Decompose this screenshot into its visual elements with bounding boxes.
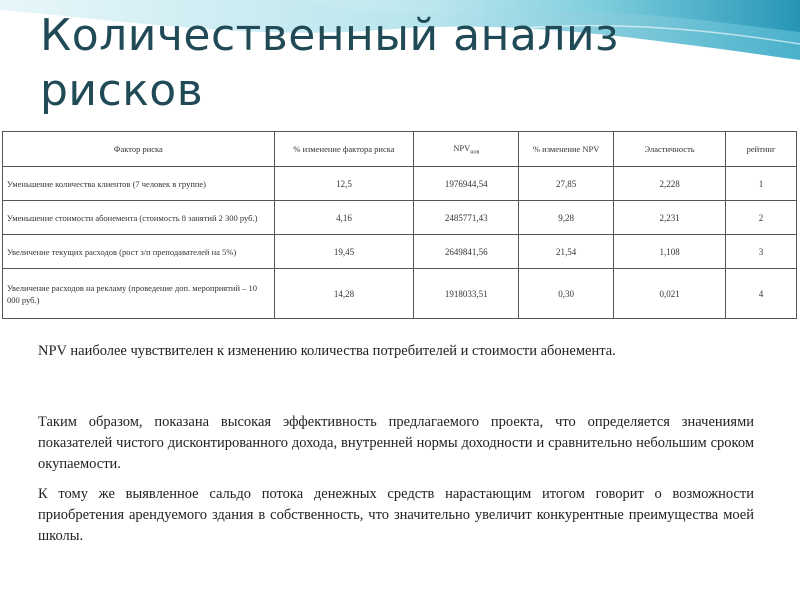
header-factor: Фактор риска xyxy=(3,132,275,167)
cell-rating: 3 xyxy=(726,235,797,269)
header-npv-subscript: нов xyxy=(470,149,480,156)
header-elasticity: Эластичность xyxy=(614,132,726,167)
cell-change: 12,5 xyxy=(274,167,414,201)
cell-factor: Увеличение расходов на рекламу (проведение доп. мероприятий – 10 000 руб.) xyxy=(3,269,275,319)
cell-elasticity: 0,021 xyxy=(614,269,726,319)
cell-npv: 1918033,51 xyxy=(414,269,519,319)
header-npv-label: NPV xyxy=(453,142,471,153)
header-rating: рейтинг xyxy=(726,132,797,167)
paragraph-text: NPV наиболее чувствителен к изменению количества потребителей и стоимости абонемента. xyxy=(38,343,616,359)
table-header-row xyxy=(3,132,797,167)
cell-npv: 1976944,54 xyxy=(414,167,519,201)
cell-npv-change: 27,85 xyxy=(519,167,614,201)
paragraph-text: Таким образом, показана высокая эффективность предлагаемого проекта, что определяется значениями показателей чистого дисконтированного дохода, внутренней нормы доходности и сравнительно небольшим сроком окупаемости. xyxy=(38,414,754,472)
cell-elasticity: 1,108 xyxy=(614,235,726,269)
cell-npv-change: 0,30 xyxy=(519,269,614,319)
paragraph-text: К тому же выявленное сальдо потока денежных средств нарастающим итогом говорит о возможности приобретения арендуемого здания в собственность, что значительно увеличит конкурентные преимущества моей школы. xyxy=(38,486,754,544)
risk-analysis-table xyxy=(2,131,797,319)
paragraph-cash-flow xyxy=(38,484,754,547)
cell-npv-change: 21,54 xyxy=(519,235,614,269)
table-row xyxy=(3,201,797,235)
header-npv xyxy=(414,132,519,167)
header-npv-change: % изменение NPV xyxy=(519,132,614,167)
cell-change: 4,16 xyxy=(274,201,414,235)
cell-factor: Уменьшение количества клиентов (7 человек в группе) xyxy=(3,167,275,201)
slide-title: Количественный анализ рисков xyxy=(40,10,619,116)
cell-npv-change: 9,28 xyxy=(519,201,614,235)
cell-rating: 1 xyxy=(726,167,797,201)
cell-change: 14,28 xyxy=(274,269,414,319)
cell-rating: 2 xyxy=(726,201,797,235)
cell-change: 19,45 xyxy=(274,235,414,269)
table-row xyxy=(3,167,797,201)
table-row xyxy=(3,235,797,269)
paragraph-npv-sensitivity xyxy=(38,341,754,362)
header-change: % изменение фактора риска xyxy=(274,132,414,167)
cell-npv: 2649841,56 xyxy=(414,235,519,269)
table-row xyxy=(3,269,797,319)
cell-npv: 2485771,43 xyxy=(414,201,519,235)
cell-factor: Увеличение текущих расходов (рост з/п преподавателей на 5%) xyxy=(3,235,275,269)
cell-elasticity: 2,231 xyxy=(614,201,726,235)
cell-elasticity: 2,228 xyxy=(614,167,726,201)
paragraph-conclusion xyxy=(38,412,754,475)
cell-rating: 4 xyxy=(726,269,797,319)
cell-factor: Уменьшение стоимости абонемента (стоимость 8 занятий 2 300 руб.) xyxy=(3,201,275,235)
